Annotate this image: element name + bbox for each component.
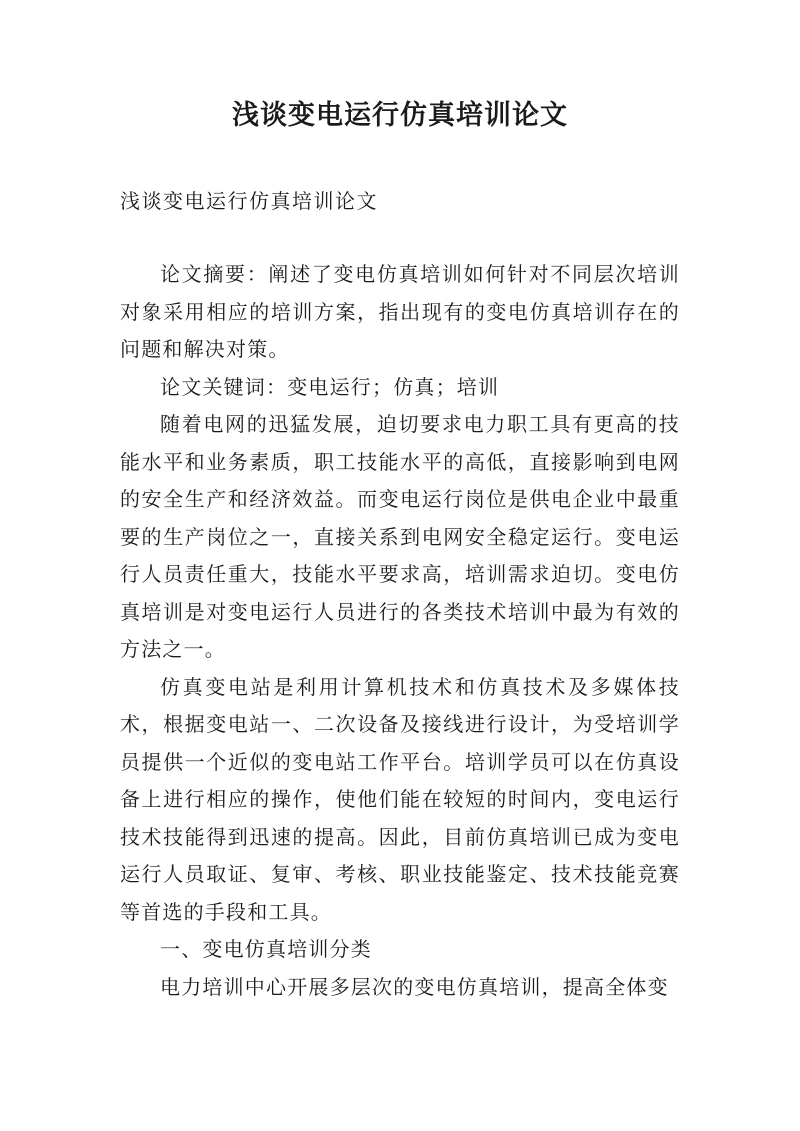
document-body [120,256,680,1006]
document-title: 浅谈变电运行仿真培训论文 [232,100,568,131]
abstract-paragraph: 论文摘要：阐述了变电仿真培训如何针对不同层次培训对象采用相应的培训方案，指出现有的变电仿真培训存在的问题和解决对策。 [120,262,680,361]
body-paragraph: 随着电网的迅猛发展，迫切要求电力职工具有更高的技能水平和业务素质，职工技能水平的高低，直接影响到电网的安全生产和经济效益。而变电运行岗位是供电企业中最重要的生产岗位之一，直接关系到电网安全稳定运行。变电运行人员责任重大，技能水平要求高，培训需求迫切。变电仿真培训是对变电运行人员进行的各类技术培训中最为有效的方法之一。 [120,412,680,661]
body-paragraph: 电力培训中心开展多层次的变电仿真培训，提高全体变 [160,974,669,999]
keywords-paragraph: 论文关键词：变电运行；仿真；培训 [160,374,500,399]
body-paragraph: 仿真变电站是利用计算机技术和仿真技术及多媒体技术，根据变电站一、二次设备及接线进行设计，为受培训学员提供一个近似的变电站工作平台。培训学员可以在仿真设备上进行相应的操作，使他们能在较短的时间内，变电运行技术技能得到迅速的提高。因此，目前仿真培训已成为变电运行人员取证、复审、考核、职业技能鉴定、技术技能竞赛等首选的手段和工具。 [120,674,680,924]
section-heading: 一、变电仿真培训分类 [160,937,372,961]
document-subtitle: 浅谈变电运行仿真培训论文 [120,189,378,213]
